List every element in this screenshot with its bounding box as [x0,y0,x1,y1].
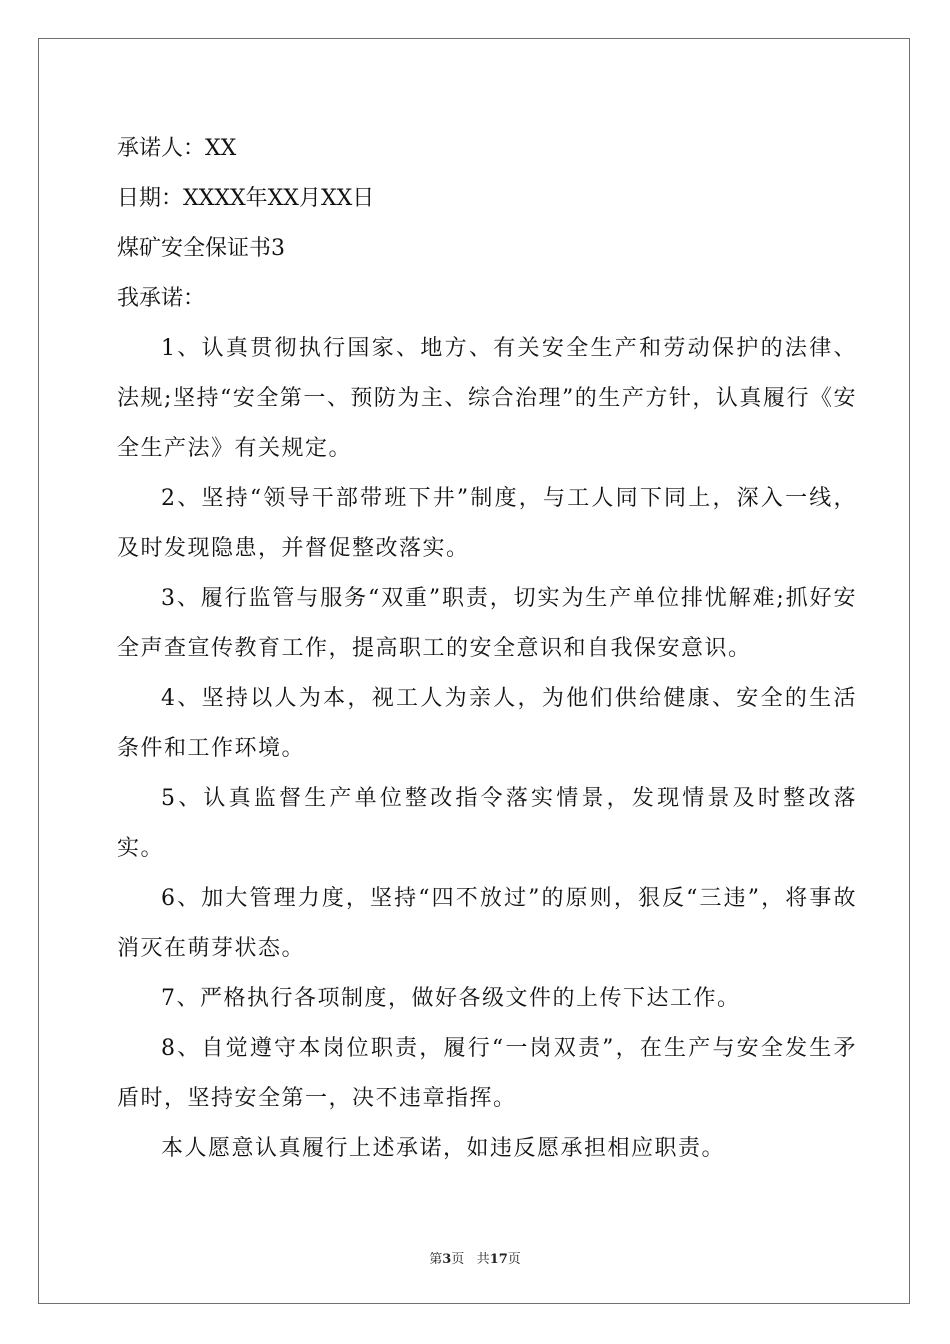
page-footer [0,1248,950,1267]
page-prefix: 第 [429,1252,443,1267]
paragraph-3: 3、履行监管与服务“双重”职责，切实为生产单位排忧解难;抓好安全声查宣传教育工作，提高职工的安全意识和自我保安意识。 [117,586,857,661]
paragraph-2: 2、坚持“领导干部带班下井”制度，与工人同下同上，深入一线，及时发现隐患，并督促整改落实。 [117,486,857,561]
total-prefix: 共 [476,1252,490,1267]
paragraph-5: 5、认真监督生产单位整改指令落实情景，发现情景及时整改落实。 [117,786,857,861]
paragraph-4: 4、坚持以人为本，视工人为亲人，为他们供给健康、安全的生活条件和工作环境。 [117,686,857,761]
date-line: 日期：XXXX年XX月XX日 [117,186,375,211]
paragraph-6: 6、加大管理力度，坚持“四不放过”的原则，狠反“三违”，将事故消灭在萌芽状态。 [117,886,857,961]
paragraph-8: 8、自觉遵守本岗位职责，履行“一岗双责”，在生产与安全发生矛盾时，坚持安全第一，决不违章指挥。 [117,1036,857,1111]
total-pages: 17 [489,1252,508,1267]
total-suffix: 页 [507,1252,521,1267]
page-suffix: 页 [451,1252,465,1267]
closing-statement: 本人愿意认真履行上述承诺，如违反愿承担相应职责。 [161,1136,726,1161]
intro-line: 我承诺： [117,286,206,311]
document-body [117,124,857,1174]
paragraph-1: 1、认真贯彻执行国家、地方、有关安全生产和劳动保护的法律、法规;坚持“安全第一、预防为主、综合治理”的生产方针，认真履行《安全生产法》有关规定。 [117,336,857,461]
document-title: 煤矿安全保证书3 [117,236,285,261]
paragraph-7: 7、严格执行各项制度，做好各级文件的上传下达工作。 [161,986,741,1011]
page-number: 3 [442,1252,452,1267]
promisor-line: 承诺人：XX [117,136,237,161]
